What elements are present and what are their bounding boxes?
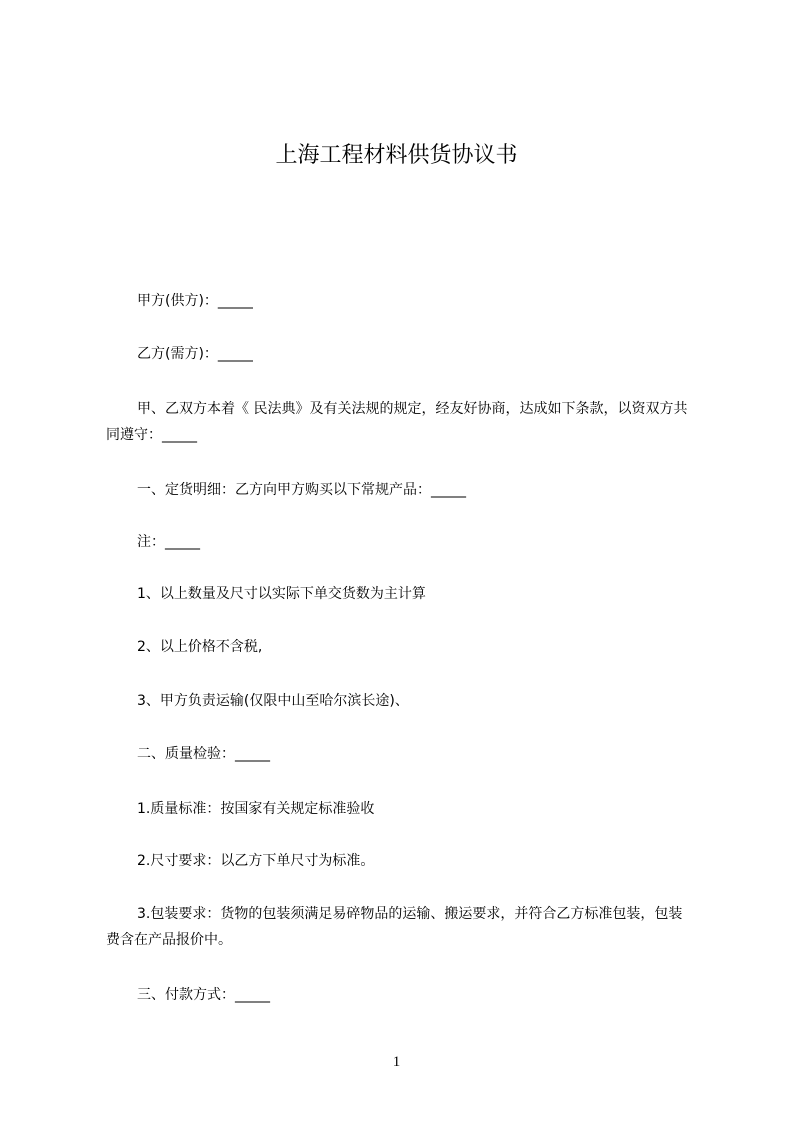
section-1-heading: 一、定货明细：乙方向甲方购买以下常规产品：_____ bbox=[137, 482, 466, 498]
list-item: 1.质量标准：按国家有关规定标准验收 bbox=[137, 801, 375, 817]
note-line: 注：_____ bbox=[137, 534, 200, 550]
list-item: 2.尺寸要求：以乙方下单尺寸为标准。 bbox=[137, 853, 375, 869]
page-number: 1 bbox=[392, 1054, 401, 1070]
packaging-paragraph: 3.包装要求：货物的包装须满足易碎物品的运输、搬运要求，并符合乙方标准包装，包装费含在产品报价中。 bbox=[106, 906, 683, 948]
section-3-heading: 三、付款方式：_____ bbox=[137, 987, 270, 1003]
section-2-heading: 二、质量检验：_____ bbox=[137, 746, 270, 762]
party-a-line: 甲方(供方)：_____ bbox=[137, 293, 253, 309]
list-item: 3、甲方负责运输(仅限中山至哈尔滨长途)、 bbox=[137, 693, 409, 709]
party-b-line: 乙方(需方)：_____ bbox=[137, 346, 253, 362]
list-item: 2、以上价格不含税, bbox=[137, 639, 263, 655]
document-title: 上海工程材料供货协议书 bbox=[275, 143, 518, 168]
intro-paragraph: 甲、乙双方本着《 民法典》及有关法规的规定，经友好协商，达成如下条款，以资双方共同遵守：_____ bbox=[106, 401, 688, 443]
list-item: 1、以上数量及尺寸以实际下单交货数为主计算 bbox=[137, 586, 426, 602]
